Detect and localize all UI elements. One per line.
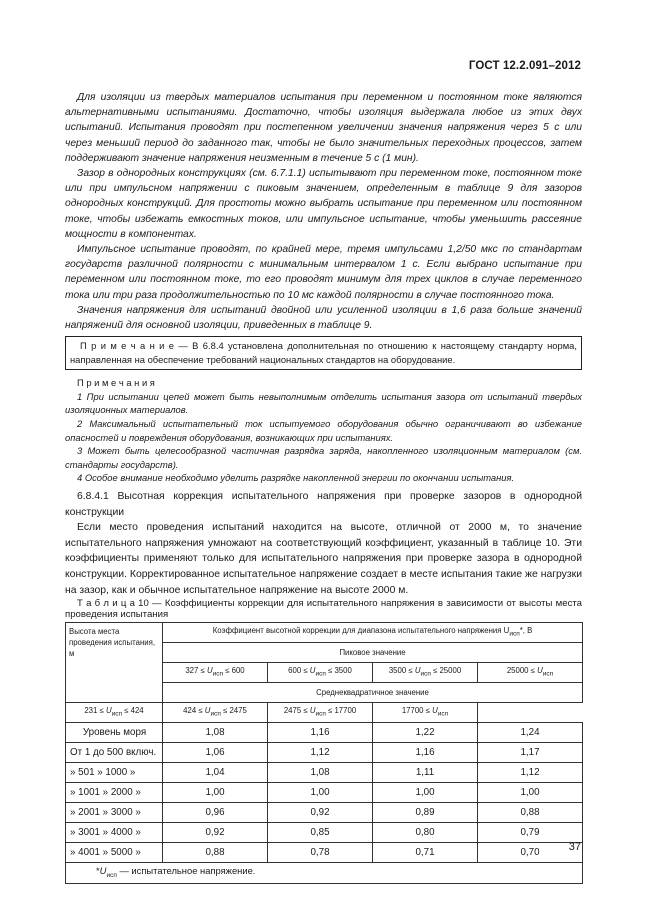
table-footnote: $*U_{исп}$ — испытательное напряжение.: [66, 863, 583, 884]
paragraph: Для изоляции из твердых материалов испытания при переменном и постоянном токе являются альтернативными испытаниями. Достаточно, чтобы изоляция выдержала любое из этих двух испытаний. Испытания проводят при постепенном увеличении значения напряжения через 5 с или через меньший период до заданного так, чтобы не было значительных переходных процессов, затем поддерживают значение напряжения неизменным в течение 5 с (1 мин).: [65, 92, 582, 164]
altitude-cell: » 3001 » 4000 »: [66, 823, 163, 843]
boxed-note: [65, 336, 582, 370]
coefficient-cell: 1,08: [268, 763, 373, 783]
coefficient-cell: 0,96: [163, 803, 268, 823]
coefficient-cell: 1,06: [163, 743, 268, 763]
note-item: 3 Может быть целесообразной частичная разрядка заряда, накопленного изоляционным материалом (см. стандарты государств).: [65, 445, 582, 470]
altitude-column-header: Высота места проведения испытания, м: [66, 623, 163, 703]
notes-block: [65, 376, 582, 485]
altitude-cell: От 1 до 500 включ.: [66, 743, 163, 763]
table-row: [66, 783, 583, 803]
peak-value-header: Пиковое значение: [163, 643, 583, 663]
coefficient-cell: 1,12: [268, 743, 373, 763]
paragraph: Импульсное испытание проводят, по крайней мере, тремя импульсами 1,2/50 мкс по стандартам государств различной полярности с минимальным интервалом 1 с. Если выбрано испытание при переменном или постоянном токе, то его проводят минимум для трех циклов в случае переменного тока или три раза продолжительностью по 10 мс каждой полярности в случае постоянного тока.: [65, 244, 582, 301]
coefficient-cell: 0,89: [373, 803, 478, 823]
table-row: [66, 763, 583, 783]
altitude-cell: » 1001 » 2000 »: [66, 783, 163, 803]
table-row: [66, 843, 583, 863]
coefficient-header: Коэффициент высотной коррекции для диапазона испытательного напряжения $U_{исп}*$, В: [163, 623, 583, 643]
coefficient-cell: 1,08: [163, 723, 268, 743]
coefficient-cell: 1,00: [478, 783, 583, 803]
coefficient-cell: 0,88: [478, 803, 583, 823]
note-item: 2 Максимальный испытательный ток испытуемого оборудования обычно ограничивают во избежание опасностей и повреждения оборудования, возникающих при испытаниях.: [65, 418, 582, 443]
rms-range-cell: $424 \le U_{исп} \le 2475$: [163, 703, 268, 723]
altitude-cell: » 2001 » 3000 »: [66, 803, 163, 823]
peak-range-cell: $25000 \le U_{исп}$: [478, 663, 583, 683]
table-row: [66, 723, 583, 743]
coefficient-cell: 1,00: [268, 783, 373, 803]
paragraph: Зазор в однородных конструкциях (см. 6.7.1.1) испытывают при переменном токе, постоянном токе или при импульсном напряжении с пиковым значением, определенным в таблице 9 для зазоров однородных конструкций. Для простоты можно выбрать испытание при переменном или постоянном токе, чтобы избежать емкостных токов, или импульсное испытание, чтобы уменьшить рассеяние мощности в компонентах.: [65, 168, 582, 240]
coefficient-cell: 1,00: [163, 783, 268, 803]
table-caption-label: Т а б л и ц а 10: [77, 598, 149, 610]
table-row: [66, 743, 583, 763]
coefficient-cell: 1,24: [478, 723, 583, 743]
rms-range-row: [66, 703, 583, 723]
rms-value-header: Среднеквадратичное значение: [163, 683, 583, 703]
boxed-note-text: — В 6.8.4 установлена дополнительная по отношению к настоящему стандарту норма, направленная на обеспечение требований национальных стандартов на оборудование.: [70, 340, 577, 365]
peak-range-cell: $327 \le U_{исп} \le 600$: [163, 663, 268, 683]
coefficient-cell: 1,11: [373, 763, 478, 783]
rms-range-cell: $231 \le U_{исп} \le 424$: [66, 703, 163, 723]
page-number: 37: [568, 841, 581, 853]
note-item: 4 Особое внимание необходимо уделить разрядке накопленной энергии по окончании испытания.: [77, 472, 515, 484]
coefficient-cell: 0,85: [268, 823, 373, 843]
section-paragraph: Если место проведения испытаний находится на высоте, отличной от 2000 м, то значение испытательного напряжения умножают на соответствующий коэффициент, указанный в таблице 10. Эти коэффициенты применяют только для испытательного напряжения при проверке зазора в однородной конструкции. Корректированное испытательное напряжение создает в месте испытания такие же нагрузки на зазор, как и обычное испытательное напряжение на высоте 2000 м.: [65, 522, 582, 596]
coefficient-cell: 0,88: [163, 843, 268, 863]
table-caption: [65, 598, 582, 620]
coefficient-cell: 1,22: [373, 723, 478, 743]
coefficient-cell: 0,80: [373, 823, 478, 843]
coefficient-cell: 1,04: [163, 763, 268, 783]
coefficient-cell: 0,92: [163, 823, 268, 843]
coefficient-cell: 0,71: [373, 843, 478, 863]
rms-range-cell: $2475 \le U_{исп} \le 17700$: [268, 703, 373, 723]
coefficient-cell: 0,70: [478, 843, 583, 863]
paragraph: Значения напряжения для испытаний двойной или усиленной изоляции в 1,6 раза больше значений напряжений для основной изоляции, приведенных в таблице 9.: [65, 304, 582, 332]
coefficient-cell: 1,00: [373, 783, 478, 803]
correction-table: [65, 622, 583, 884]
coefficient-cell: 0,79: [478, 823, 583, 843]
coefficient-cell: 0,78: [268, 843, 373, 863]
coefficient-cell: 1,16: [268, 723, 373, 743]
boxed-note-label: П р и м е ч а н и е: [80, 340, 175, 352]
table-row: [66, 803, 583, 823]
coefficient-cell: 1,17: [478, 743, 583, 763]
coefficient-cell: 1,16: [373, 743, 478, 763]
altitude-cell: » 501 » 1000 »: [66, 763, 163, 783]
coefficient-cell: 1,12: [478, 763, 583, 783]
peak-range-cell: $3500 \le U_{исп} \le 25000$: [373, 663, 478, 683]
notes-heading: П р и м е ч а н и я: [77, 377, 155, 389]
page-content: [65, 90, 582, 884]
standard-header: ГОСТ 12.2.091–2012: [468, 60, 581, 72]
altitude-cell: Уровень моря: [66, 723, 163, 743]
peak-range-cell: $600 \le U_{исп} \le 3500$: [268, 663, 373, 683]
coefficient-cell: 0,92: [268, 803, 373, 823]
table-row: [66, 823, 583, 843]
note-item: 1 При испытании цепей может быть невыполнимым отделить испытания зазора от испытаний твердых изоляционных материалов.: [65, 390, 582, 416]
table-caption-text: — Коэффициенты коррекции для испытательного напряжения в зависимости от высоты места проведения испытания: [65, 598, 582, 621]
section-heading: 6.8.4.1 Высотная коррекция испытательного напряжения при проверке зазоров в однородной конструкции: [65, 491, 582, 518]
rms-range-cell: $17700 \le U_{исп}$: [373, 703, 478, 723]
section-body: [65, 489, 582, 598]
altitude-cell: » 4001 » 5000 »: [66, 843, 163, 863]
